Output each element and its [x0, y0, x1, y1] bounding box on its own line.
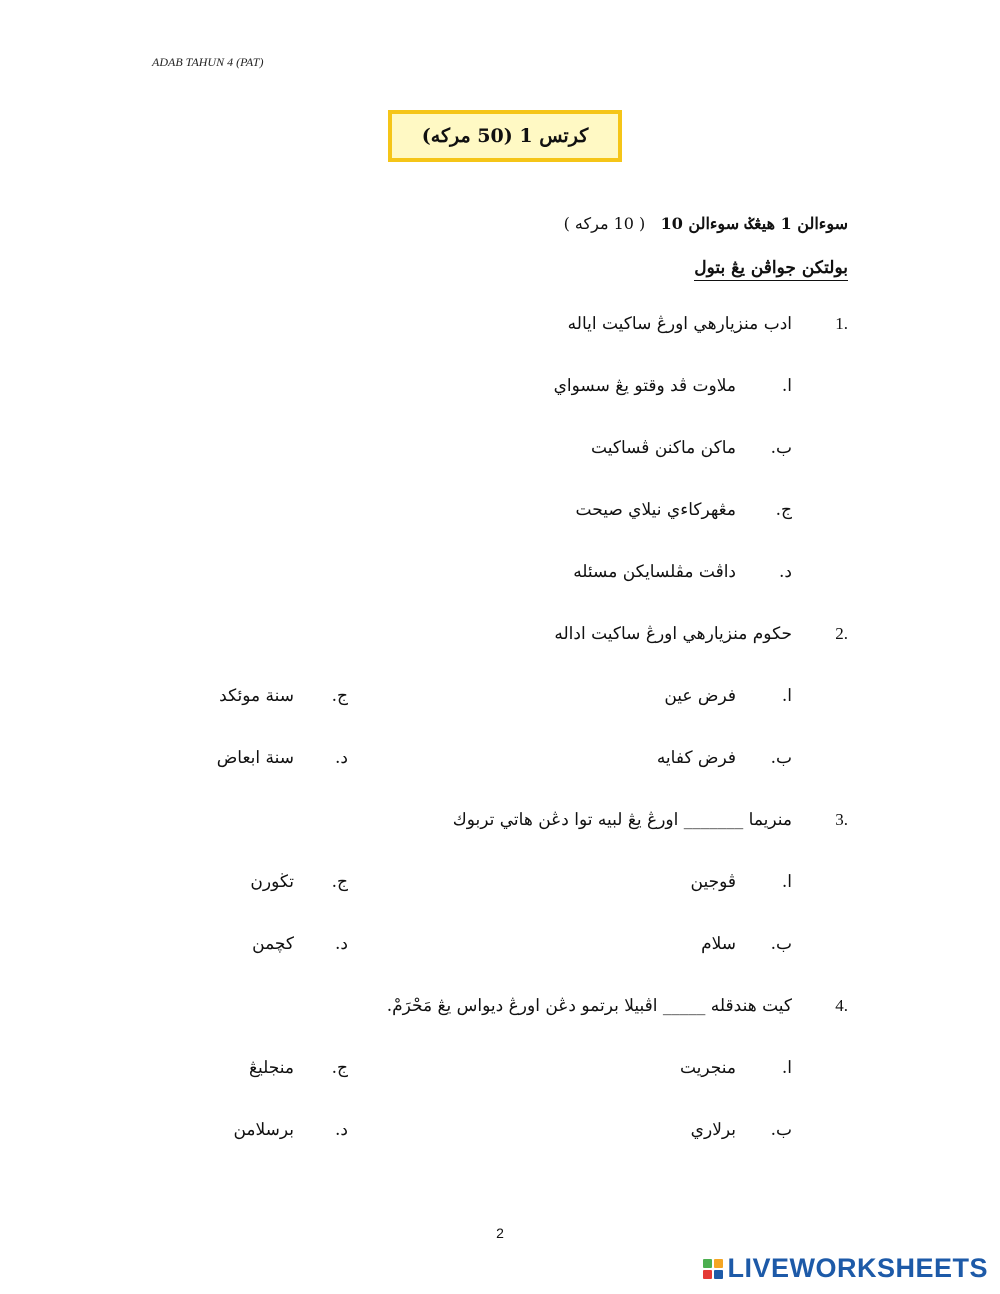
- instruction-range-bold: سوءالن 1 هيڠݢ سوءالن 10: [660, 214, 848, 233]
- question-number: 3.: [835, 810, 848, 829]
- page-number: 2: [496, 1225, 504, 1241]
- question-text: حكوم منزيارهي اورڠ ساكيت اداله: [554, 624, 792, 644]
- section-box: [388, 110, 622, 162]
- option-text[interactable]: منجليڠ: [248, 1058, 294, 1078]
- instruction-marks: ( 10 مركه ): [563, 214, 646, 233]
- section-box-label: كرتس 1 (50 مركه): [421, 125, 589, 147]
- question-text: منريما _______ اورڠ يڠ لبيه توا دڠن هاتي تربوك: [452, 810, 792, 830]
- option-text[interactable]: ماكن ماكنن ڤساكيت: [591, 438, 736, 458]
- option-text[interactable]: فرض كفايه: [656, 748, 736, 768]
- question-number: 2.: [835, 624, 848, 643]
- option-text[interactable]: تڬورن: [250, 872, 294, 892]
- option-label: ا.: [781, 376, 792, 396]
- option-label: ب.: [770, 748, 792, 768]
- option-label: ب.: [770, 1120, 792, 1140]
- option-text[interactable]: سلام: [701, 934, 736, 954]
- option-text[interactable]: مڠهركاءي نيلاي صيحت: [575, 500, 736, 520]
- option-label: ب.: [770, 438, 792, 458]
- question-text: ادب منزيارهي اورڠ ساكيت اياله: [567, 314, 792, 334]
- option-label: د.: [335, 748, 348, 768]
- option-text[interactable]: منجريت: [679, 1058, 736, 1078]
- option-text[interactable]: فرض عين: [664, 686, 736, 706]
- option-label: د.: [335, 934, 348, 954]
- instruction-range: [564, 214, 848, 233]
- liveworksheets-wordmark: LIVEWORKSHEETS: [727, 1253, 988, 1283]
- option-text[interactable]: سنة ابعاض: [216, 748, 294, 768]
- option-label: د.: [335, 1120, 348, 1140]
- option-text[interactable]: برلاري: [690, 1120, 736, 1140]
- option-text[interactable]: داڤت مڤلسايكن مسئله: [573, 562, 736, 582]
- option-label: د.: [779, 562, 792, 582]
- option-text[interactable]: برسلامن: [233, 1120, 294, 1140]
- liveworksheets-watermark: [703, 1253, 988, 1284]
- page-header: ADAB TAHUN 4 (PAT): [152, 55, 264, 69]
- question-text: كيت هندقله _____ اڤبيلا برتمو دڠن اورڠ ديواس يڠ مَحْرَمْ.: [386, 996, 792, 1016]
- option-label: ا.: [781, 1058, 792, 1078]
- question-number: 4.: [835, 996, 848, 1015]
- option-label: ج.: [331, 1058, 348, 1078]
- option-label: ب.: [770, 934, 792, 954]
- option-label: ا.: [781, 686, 792, 706]
- option-label: ا.: [781, 872, 792, 892]
- option-label: ج.: [775, 500, 792, 520]
- option-text[interactable]: كچمن: [252, 934, 294, 954]
- option-label: ج.: [331, 686, 348, 706]
- option-text[interactable]: ملاوت ڤد وقتو يڠ سسواي: [553, 376, 736, 396]
- option-text[interactable]: سنة موئكد: [219, 686, 294, 706]
- question-number: 1.: [835, 314, 848, 333]
- liveworksheets-logo-icon: [703, 1259, 723, 1279]
- instruction-directive: بولتكن جواڤن يڠ بتول: [694, 258, 848, 281]
- option-text[interactable]: ڤوجين: [690, 872, 736, 892]
- option-label: ج.: [331, 872, 348, 892]
